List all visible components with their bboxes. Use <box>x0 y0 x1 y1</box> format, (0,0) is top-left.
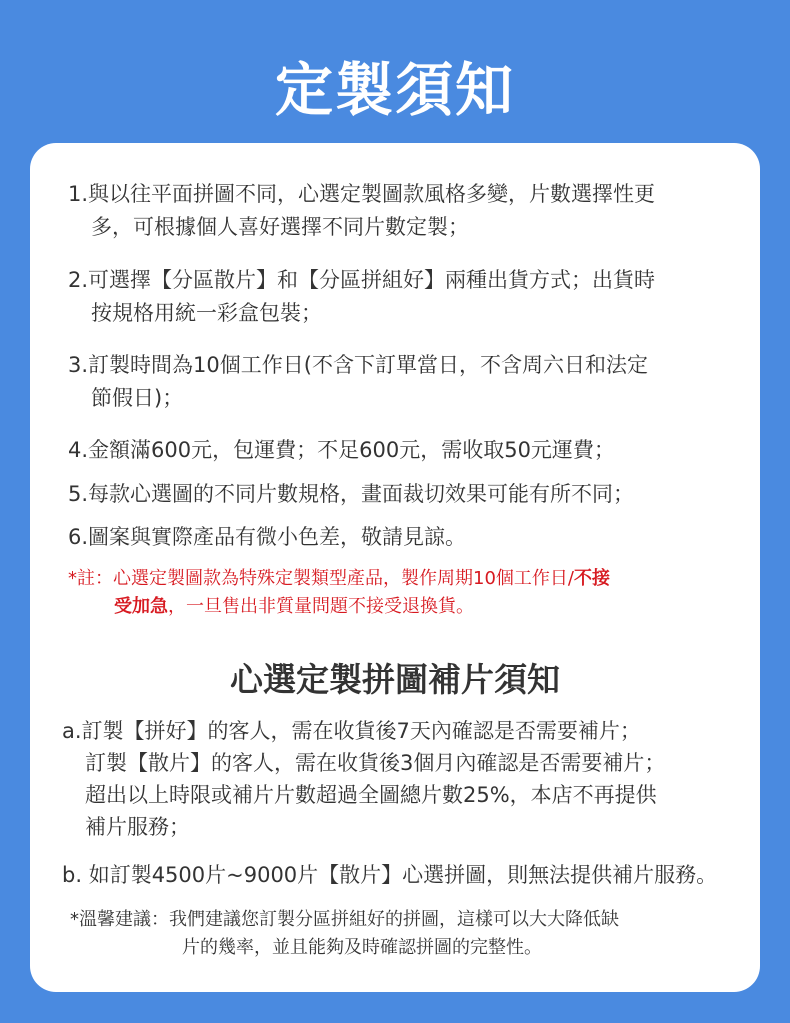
list-item-line: 1.與以往平面拼圖不同，心選定製圖款風格多變，片數選擇性更 <box>68 182 656 206</box>
list-item-line: 按規格用統一彩盒包裝； <box>91 301 322 325</box>
list-item-line: 3.訂製時間為10個工作日(不含下訂單當日，不含周六日和法定 <box>68 353 648 377</box>
list-item-line: 多，可根據個人喜好選擇不同片數定製； <box>91 215 469 239</box>
list-item <box>68 434 748 467</box>
list-item-line: 5.每款心選圖的不同片數規格，畫面裁切效果可能有所不同； <box>68 482 635 506</box>
list-item <box>68 521 748 554</box>
list-item <box>62 859 742 892</box>
tip-note <box>70 906 750 962</box>
special-order-note <box>68 565 748 621</box>
list-item-line: 節假日)； <box>91 386 184 410</box>
tip-line: 片的幾率，並且能夠及時確認拼圖的完整性。 <box>182 937 542 958</box>
list-item-line: a.訂製【拼好】的客人，需在收貨後7天內確認是否需要補片； <box>62 719 641 743</box>
list-item-line: 訂製【散片】的客人，需在收貨後3個月內確認是否需要補片； <box>85 751 666 775</box>
list-item-line: 補片服務； <box>85 815 190 839</box>
page-title: 定製須知 <box>274 56 515 124</box>
list-item <box>68 178 748 244</box>
list-item-line: 2.可選擇【分區散片】和【分區拼組好】兩種出貨方式；出貨時 <box>68 268 656 292</box>
note-line: *註：心選定製圖款為特殊定製類型產品，製作周期10個工作日/不接 <box>68 568 610 589</box>
section-title: 心選定製拼圖補片須知 <box>230 660 560 699</box>
list-item-line: 6.圖案與實際產品有微小色差，敬請見諒。 <box>68 525 467 549</box>
list-item-line: 4.金額滿600元，包運費；不足600元，需收取50元運費； <box>68 438 615 462</box>
tip-line: *溫馨建議：我們建議您訂製分區拼組好的拼圖，這樣可以大大降低缺 <box>70 909 619 930</box>
note-line: 受加急，一旦售出非質量問題不接受退換貨。 <box>114 596 474 617</box>
notice-card <box>30 143 760 992</box>
list-item <box>68 478 748 511</box>
list-item <box>68 349 748 415</box>
list-item-line: 超出以上時限或補片片數超過全圖總片數25%，本店不再提供 <box>85 783 657 807</box>
list-item <box>62 715 742 843</box>
list-item-line: b. 如訂製4500片~9000片【散片】心選拼圖，則無法提供補片服務。 <box>62 863 718 887</box>
list-item <box>68 264 748 330</box>
